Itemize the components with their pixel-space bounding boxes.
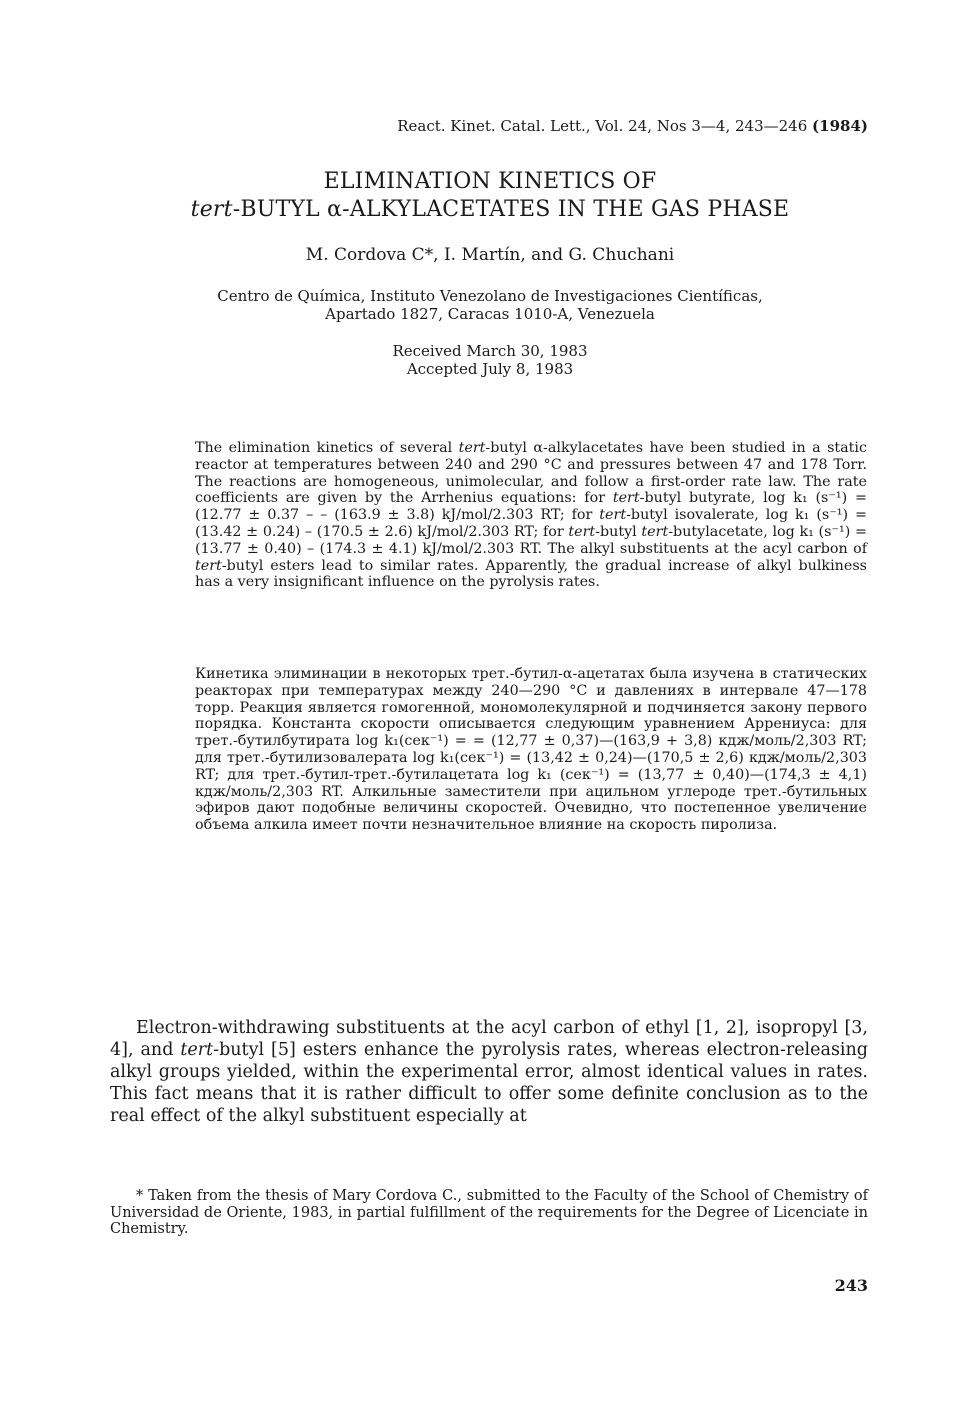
- abstract-en-part: -butyl: [595, 523, 642, 540]
- title-line-1: ELIMINATION KINETICS OF: [323, 169, 657, 194]
- abstract-russian: Кинетика элиминации в некоторых трет.-бутил-α-ацетатах была изучена в статических реакторах при температурах между 240—290 °С и давлениях в интервале 47—178 торр. Реакция является гомогенной, мономолекулярной и подчиняется закону первого порядка. Константа скорости описывается следующим уравнением Аррениуса: для трет.-бутилбутирата log k₁(сек⁻¹) = = (12,77 ± 0,37)—(163,9 + 3,8) кдж/моль/2,303 RT; для трет.-бутилизовалерата log k₁(сек⁻¹) = (13,42 ± 0,24)—(170,5 ± 2,6) кдж/моль/2,303 RT; для трет.-бутил-трет.-бутилацетата log k₁ (сек⁻¹) = (13,77 ± 0,40)—(174,3 ± 4,1) кдж/моль/2,303 RT. Алкильные заместители при ацильном углероде трет.-бутильных эфиров дают подобные величины скоростей. Очевидно, что постепенное увеличение объема алкила имеет почти незначительное влияние на скорость пиролиза.: [195, 666, 867, 834]
- tert-italic: tert: [180, 1040, 214, 1060]
- abstract-en-part: -butyl esters lead to similar rates. Apparently, the gradual increase of alkyl bulkiness has a very insignificant influence on the pyrolysis rates.: [195, 557, 867, 591]
- submission-dates: [280, 342, 700, 378]
- affiliation: [120, 287, 860, 323]
- tert-italic: tert: [195, 557, 222, 574]
- affiliation-line-1: Centro de Química, Instituto Venezolano de Investigaciones Científicas,: [217, 287, 763, 305]
- body-part: Electron-withdrawing substituents at the acyl carbon of ethyl [1, 2], isopropyl [3, 4], and: [110, 1018, 868, 1060]
- affiliation-line-2: Apartado 1827, Caracas 1010-A, Venezuela: [325, 305, 655, 323]
- abstract-en-part: The elimination kinetics of several: [195, 440, 459, 456]
- title-line-2: [120, 196, 860, 224]
- accepted-date: Accepted July 8, 1983: [406, 360, 574, 378]
- abstract-en-part: -butylacetate, log k₁ (s⁻¹) = (13.77 ± 0.40) – (174.3 ± 4.1) kJ/mol/2.303 RT. The alkyl substituents at the acyl carbon of: [195, 523, 867, 557]
- paper-title: [120, 168, 860, 224]
- abstract-en-part: -butyl α-alkylacetates have been studied in a static reactor at temperatures between 240 and 290 °C and pressures between 47 and 178 Torr. The reactions are homogeneous, unimolecular, and follow a first-order rate law. The rate coefficients are given by the Arrhenius equations: for: [195, 440, 867, 507]
- tert-italic: tert: [599, 507, 627, 524]
- authors: M. Cordova C*, I. Martín, and G. Chuchani: [305, 245, 675, 265]
- body-paragraph: [110, 1017, 868, 1127]
- body-part: -butyl [5] esters enhance the pyrolysis rates, whereas electron-releasing alkyl groups yielded, within the experimental error, almost identical values in rates. This fact means that it is rather difficult to offer some definite conclusion as to the real effect of the alkyl substituent especially at: [110, 1040, 868, 1126]
- received-date: Received March 30, 1983: [392, 342, 588, 360]
- tert-italic: tert: [458, 440, 486, 456]
- citation-year: (1984): [812, 117, 868, 135]
- abstract-english: [195, 440, 867, 591]
- tert-italic: tert: [641, 523, 669, 540]
- page-number: 243: [834, 1276, 868, 1295]
- abstract-en-part: -butyl butyrate, log k₁ (s⁻¹) = (12.77 ± 0.37 – – (163.9 ± 3.8) kJ/mol/2.303 RT; for: [195, 490, 868, 524]
- title-tert: tert: [190, 197, 233, 222]
- footnote: * Taken from the thesis of Mary Cordova C., submitted to the Faculty of the School of Chemistry of Universidad de Oriente, 1983, in partial fulfillment of the requirements for the Degree of Licenciate in Chemistry.: [110, 1188, 868, 1237]
- citation-text: React. Kinet. Catal. Lett., Vol. 24, Nos 3—4, 243—246: [397, 117, 808, 135]
- abstract-en-part: -butyl isovalerate, log k₁ (s⁻¹) = (13.42 ± 0.24) – (170.5 ± 2.6) kJ/mol/2.303 RT; for: [195, 507, 867, 540]
- title-line-2-rest: -BUTYL α-ALKYLACETATES IN THE GAS PHASE: [232, 197, 790, 222]
- tert-italic: tert: [612, 490, 640, 507]
- journal-citation: [343, 117, 868, 135]
- tert-italic: tert: [568, 523, 596, 540]
